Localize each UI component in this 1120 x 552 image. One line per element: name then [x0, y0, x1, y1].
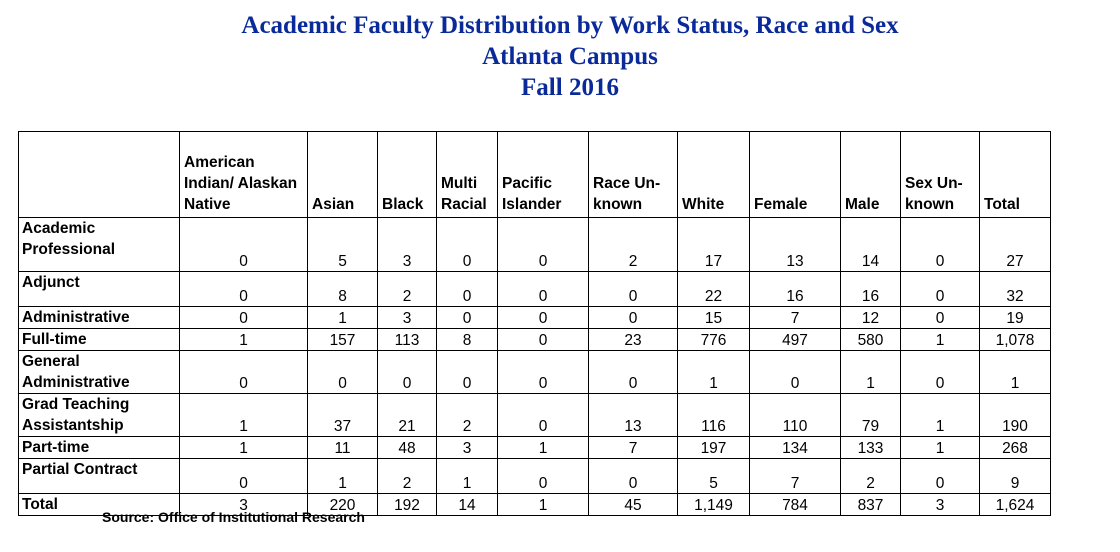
cell-race-unknown: 23	[589, 329, 678, 351]
cell-multi-racial: 0	[437, 307, 498, 329]
cell-american-indian: 0	[180, 218, 308, 272]
cell-race-unknown: 45	[589, 494, 678, 516]
cell-asian: 220	[308, 494, 378, 516]
cell-total: 1,078	[980, 329, 1051, 351]
cell-pacific-islander: 0	[498, 307, 589, 329]
cell-white: 15	[678, 307, 750, 329]
cell-sex-unknown: 0	[901, 307, 980, 329]
cell-total: 32	[980, 272, 1051, 307]
cell-male: 12	[841, 307, 901, 329]
cell-sex-unknown: 1	[901, 394, 980, 437]
cell-sex-unknown: 1	[901, 329, 980, 351]
cell-white: 22	[678, 272, 750, 307]
cell-pacific-islander: 0	[498, 394, 589, 437]
report-title	[0, 10, 1120, 103]
col-header-white: White	[678, 132, 750, 218]
cell-race-unknown: 2	[589, 218, 678, 272]
cell-pacific-islander: 1	[498, 494, 589, 516]
cell-sex-unknown: 3	[901, 494, 980, 516]
cell-american-indian: 1	[180, 329, 308, 351]
cell-sex-unknown: 0	[901, 351, 980, 394]
cell-total: 9	[980, 459, 1051, 494]
cell-race-unknown: 0	[589, 459, 678, 494]
cell-male: 133	[841, 437, 901, 459]
cell-multi-racial: 8	[437, 329, 498, 351]
cell-race-unknown: 0	[589, 307, 678, 329]
cell-sex-unknown: 0	[901, 218, 980, 272]
cell-asian: 1	[308, 459, 378, 494]
col-header-multi-racial: Multi Racial	[437, 132, 498, 218]
cell-asian: 1	[308, 307, 378, 329]
cell-american-indian: 0	[180, 272, 308, 307]
table-row-part-time	[19, 437, 1051, 459]
row-label: Total	[19, 494, 180, 516]
cell-asian: 11	[308, 437, 378, 459]
cell-male: 79	[841, 394, 901, 437]
row-label: General Administrative	[19, 351, 180, 394]
cell-total: 1	[980, 351, 1051, 394]
cell-pacific-islander: 1	[498, 437, 589, 459]
cell-white: 1,149	[678, 494, 750, 516]
cell-total: 1,624	[980, 494, 1051, 516]
cell-female: 7	[750, 307, 841, 329]
cell-race-unknown: 13	[589, 394, 678, 437]
table-body	[19, 218, 1051, 516]
corner-cell	[19, 132, 180, 218]
cell-american-indian: 1	[180, 437, 308, 459]
cell-male: 14	[841, 218, 901, 272]
cell-male: 837	[841, 494, 901, 516]
cell-race-unknown: 0	[589, 272, 678, 307]
table-row-partial-contract	[19, 459, 1051, 494]
cell-american-indian: 1	[180, 394, 308, 437]
cell-asian: 157	[308, 329, 378, 351]
cell-pacific-islander: 0	[498, 459, 589, 494]
table-row-administrative	[19, 307, 1051, 329]
cell-american-indian: 0	[180, 351, 308, 394]
cell-black: 113	[378, 329, 437, 351]
cell-white: 1	[678, 351, 750, 394]
cell-asian: 0	[308, 351, 378, 394]
cell-black: 2	[378, 459, 437, 494]
source-note: Source: Office of Institutional Research	[102, 509, 365, 525]
row-label: Administrative	[19, 307, 180, 329]
cell-female: 110	[750, 394, 841, 437]
cell-american-indian: 0	[180, 307, 308, 329]
cell-male: 2	[841, 459, 901, 494]
title-line-2: Atlanta Campus	[482, 43, 658, 70]
cell-black: 2	[378, 272, 437, 307]
cell-pacific-islander: 0	[498, 272, 589, 307]
title-line-1: Academic Faculty Distribution by Work Status, Race and Sex	[241, 12, 899, 39]
row-label: Academic Professional	[19, 218, 180, 272]
cell-female: 16	[750, 272, 841, 307]
col-header-total: Total	[980, 132, 1051, 218]
cell-american-indian: 3	[180, 494, 308, 516]
cell-female: 13	[750, 218, 841, 272]
header-row	[19, 132, 1051, 218]
col-header-american-indian: American Indian/ Alaskan Native	[180, 132, 308, 218]
cell-sex-unknown: 1	[901, 437, 980, 459]
cell-multi-racial: 0	[437, 351, 498, 394]
cell-multi-racial: 14	[437, 494, 498, 516]
title-line-3: Fall 2016	[521, 74, 619, 101]
cell-white: 17	[678, 218, 750, 272]
cell-multi-racial: 0	[437, 272, 498, 307]
cell-male: 580	[841, 329, 901, 351]
row-label: Full-time	[19, 329, 180, 351]
cell-female: 0	[750, 351, 841, 394]
cell-pacific-islander: 0	[498, 329, 589, 351]
cell-race-unknown: 7	[589, 437, 678, 459]
cell-multi-racial: 3	[437, 437, 498, 459]
row-label: Part-time	[19, 437, 180, 459]
col-header-black: Black	[378, 132, 437, 218]
cell-race-unknown: 0	[589, 351, 678, 394]
col-header-pacific-islander: Pacific Islander	[498, 132, 589, 218]
cell-female: 134	[750, 437, 841, 459]
col-header-asian: Asian	[308, 132, 378, 218]
cell-black: 48	[378, 437, 437, 459]
col-header-female: Female	[750, 132, 841, 218]
cell-black: 0	[378, 351, 437, 394]
cell-total: 27	[980, 218, 1051, 272]
cell-pacific-islander: 0	[498, 351, 589, 394]
cell-black: 192	[378, 494, 437, 516]
cell-female: 784	[750, 494, 841, 516]
cell-sex-unknown: 0	[901, 459, 980, 494]
table-row-general-administrative	[19, 351, 1051, 394]
table-row-adjunct	[19, 272, 1051, 307]
cell-asian: 5	[308, 218, 378, 272]
cell-male: 1	[841, 351, 901, 394]
cell-white: 116	[678, 394, 750, 437]
cell-multi-racial: 0	[437, 218, 498, 272]
cell-american-indian: 0	[180, 459, 308, 494]
row-label: Partial Contract	[19, 459, 180, 494]
cell-multi-racial: 2	[437, 394, 498, 437]
cell-total: 19	[980, 307, 1051, 329]
faculty-distribution-table	[18, 131, 1051, 516]
cell-sex-unknown: 0	[901, 272, 980, 307]
cell-total: 190	[980, 394, 1051, 437]
cell-pacific-islander: 0	[498, 218, 589, 272]
cell-male: 16	[841, 272, 901, 307]
col-header-sex-unknown: Sex Un- known	[901, 132, 980, 218]
cell-female: 7	[750, 459, 841, 494]
table-row-full-time	[19, 329, 1051, 351]
cell-black: 21	[378, 394, 437, 437]
col-header-male: Male	[841, 132, 901, 218]
row-label: Adjunct	[19, 272, 180, 307]
cell-white: 197	[678, 437, 750, 459]
table-row-grad-teaching-assistantship	[19, 394, 1051, 437]
row-label: Grad Teaching Assistantship	[19, 394, 180, 437]
cell-black: 3	[378, 307, 437, 329]
cell-female: 497	[750, 329, 841, 351]
table-row-academic-professional	[19, 218, 1051, 272]
cell-total: 268	[980, 437, 1051, 459]
cell-black: 3	[378, 218, 437, 272]
cell-white: 776	[678, 329, 750, 351]
cell-multi-racial: 1	[437, 459, 498, 494]
cell-white: 5	[678, 459, 750, 494]
cell-asian: 8	[308, 272, 378, 307]
cell-asian: 37	[308, 394, 378, 437]
col-header-race-unknown: Race Un- known	[589, 132, 678, 218]
